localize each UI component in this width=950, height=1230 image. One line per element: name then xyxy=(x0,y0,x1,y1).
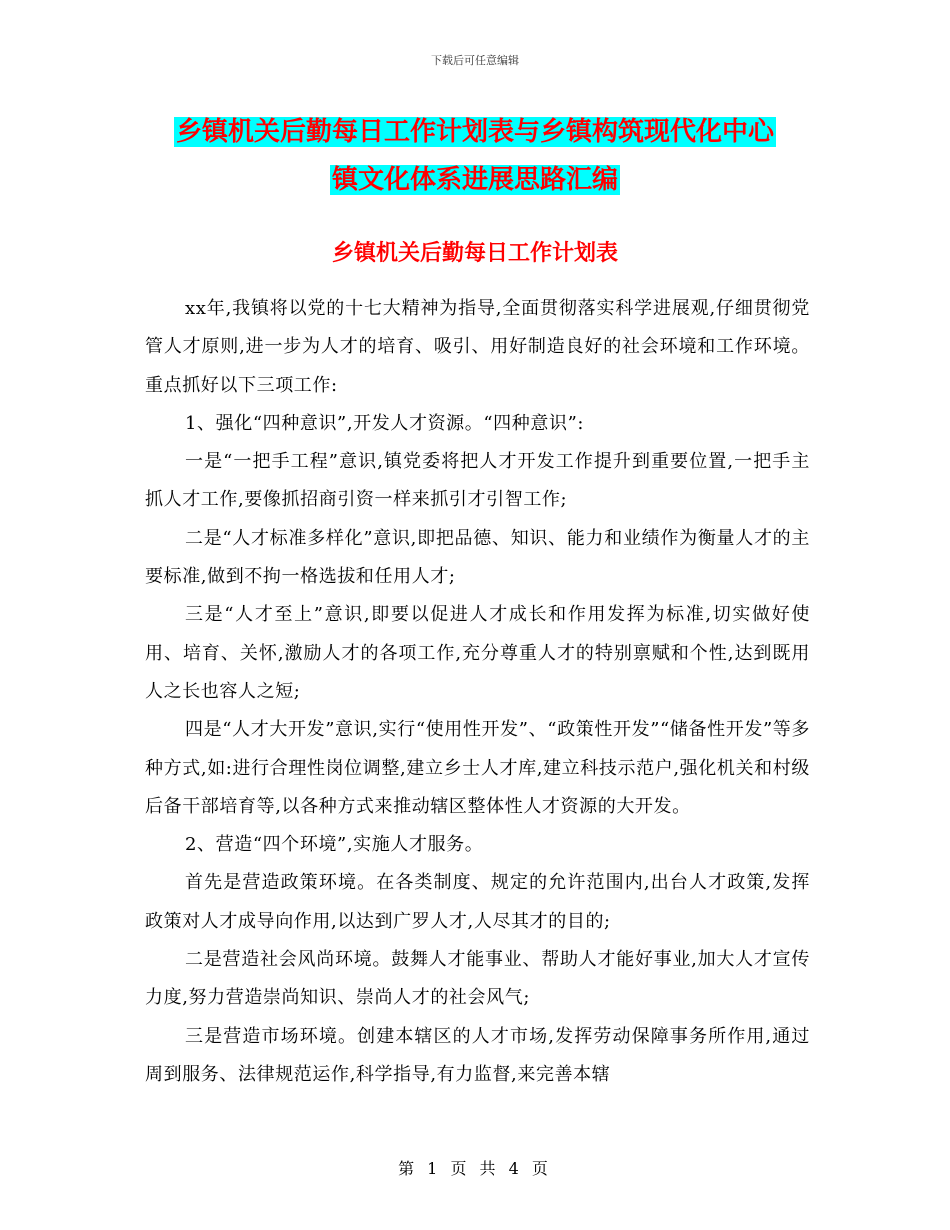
paragraph: 一是“一把手工程”意识,镇党委将把人才开发工作提升到重要位置,一把手主抓人才工作,要像抓招商引资一样来抓引才引智工作; xyxy=(145,451,810,511)
section-title: 乡镇机关后勤每日工作计划表 xyxy=(331,241,618,266)
paragraph: 1、强化“四种意识”,开发人才资源。“四种意识”: xyxy=(185,412,585,434)
paragraph: 2、营造“四个环境”,实施人才服务。 xyxy=(185,834,484,856)
document-title-line-1: 乡镇机关后勤每日工作计划表与乡镇构筑现代化中心 xyxy=(175,117,774,147)
paragraph: 四是“人才大开发”意识,实行“使用性开发”、“政策性开发”“储备性开发”等多种方式,如:进行合理性岗位调整,建立乡士人才库,建立科技示范户,强化机关和村级后备干部培育等,以各种方式来推动辖区整体性人才资源的大开发。 xyxy=(145,719,810,817)
paragraph: xx年,我镇将以党的十七大精神为指导,全面贯彻落实科学进展观,仔细贯彻党管人才原则,进一步为人才的培育、吸引、用好制造良好的社会环境和工作环境。重点抓好以下三项工作: xyxy=(145,298,810,396)
document-title-line-2: 镇文化体系进展思路汇编 xyxy=(331,165,618,195)
document-title xyxy=(0,108,950,204)
paragraph: 首先是营造政策环境。在各类制度、规定的允许范围内,出台人才政策,发挥政策对人才成导向作用,以达到广罗人才,人尽其才的目的; xyxy=(145,872,810,932)
paragraph: 二是营造社会风尚环境。鼓舞人才能事业、帮助人才能好事业,加大人才宣传力度,努力营造崇尚知识、崇尚人才的社会风气; xyxy=(145,949,810,1009)
document-body xyxy=(145,290,810,1094)
paragraph: 三是营造市场环境。创建本辖区的人才市场,发挥劳动保障事务所作用,通过周到服务、法律规范运作,科学指导,有力监督,来完善本辖 xyxy=(145,1025,810,1085)
paragraph: 三是“人才至上”意识,即要以促进人才成长和作用发挥为标准,切实做好使用、培育、关怀,激励人才的各项工作,充分尊重人才的特别禀赋和个性,达到既用人之长也容人之短; xyxy=(145,604,810,702)
page-header-note: 下载后可任意编辑 xyxy=(431,54,519,67)
paragraph: 二是“人才标准多样化”意识,即把品德、知识、能力和业绩作为衡量人才的主要标准,做到不拘一格选拔和任用人才; xyxy=(145,527,810,588)
page-number-footer: 第 1 页 共 4 页 xyxy=(398,1159,552,1178)
